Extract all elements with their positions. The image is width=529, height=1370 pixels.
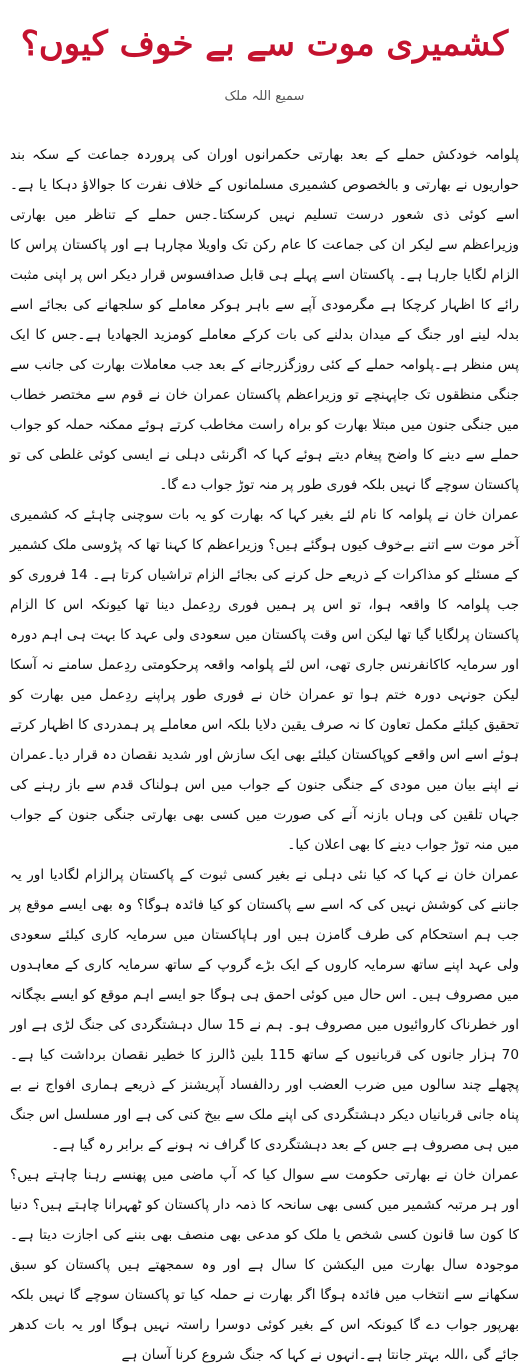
article-paragraph: عمران خان نے کہا کہ کیا نئی دہلی نے بغیر کسی ثبوت کے پاکستان پرالزام لگادیا اور یہ جاننے کی کوشش نہیں کی کہ اسے سے پاکستان کو کیا فائدہ ہوگا؟ وہ بھی ایسے موقع پر جب ہم استحکام کی طرف گامزن ہیں اور ہاپاکستان میں سرمایہ کاری کیلئے سعودی ولی عہد اپنے ساتھ سرمایہ کاروں کے ایک بڑے گروپ کے ساتھ سرمایہ کاری کے معاہدوں میں مصروف ہیں۔ اس حال میں کوئی احمق ہی ہوگا جو ایسے اہم موقع کو ایسے بچگانہ اور خطرناک کاروائیوں میں مصروف ہو۔ ہم نے 15 سال دہشتگردی کی جنگ لڑی ہے اور 70 ہزار جانوں کی قربانیوں کے ساتھ 115 بلین ڈالرز کا خطیر نقصان برداشت کیا ہے۔ پچھلے چند سالوں میں ضرب العضب اور ردالفساد آپریشنز کے ذریعے ہماری افواج نے بے پناہ جانی قربانیاں دیکر دہشتگردی کی اپنے ملک سے بیخ کنی کی ہے اور مسلسل اس جنگ میں ہی مصروف ہے جس کے بعد دہشتگردی کا گراف نہ ہونے کے برابر رہ گیا ہے۔ bbox=[10, 867, 520, 1153]
article-paragraph: عمران خان نے بھارتی حکومت سے سوال کیا کہ آپ ماضی میں پھنسے رہنا چاہتے ہیں؟ اور ہر مرتبہ کشمیر میں کسی بھی سانحہ کا ذمہ دار پاکستان کو ٹھہرانا چاہتے ہیں؟ دنیا کا کون سا قانون کسی شخص یا ملک کو مدعی بھی منصف بھی بننے کی اجازت دیتا ہے۔ موجودہ سال بھارت میں الیکشن کا سال ہے اور وہ سمجھتے ہیں پاکستان کو سبق سکھانے سے انتخاب میں فائدہ ہوگا اگر بھارت نے حملہ کیا تو پاکستان سوچے گا نہیں بلکہ بھرپور جواب دے گا کیونکہ اس کے بغیر کوئی دوسرا راستہ نہیں ہوگا اور یہ بات کدھر جائے گی ،اللہ بہتر جانتا ہے۔انہوں نے کہا کہ جنگ شروع کرنا آسان ہے bbox=[10, 1167, 519, 1363]
article-paragraph: عمران خان نے پلوامہ کا نام لئے بغیر کہا کہ بھارت کو یہ بات سوچنی چاہئے کہ کشمیری آخر موت سے اتنے بےخوف کیوں ہوگئے ہیں؟ وزیراعظم کا کہنا تھا کہ پڑوسی ملک کشمیر کے مسئلے کو مذاکرات کے ذریعے حل کرنے کی بجائے الزام تراشیاں کرتا ہے۔ 14 فروری کو جب پلوامہ کا واقعہ ہوا، تو اس پر ہمیں فوری ردِعمل دینا تھا کیونکہ اس کا الزام پاکستان پرلگایا گیا تھا لیکن اس وقت پاکستان میں سعودی ولی عہد کا بہت ہی اہم دورہ اور سرمایہ کاکانفرنس جاری تھی، اس لئے پلوامہ واقعہ پرحکومتی ردِعمل سامنے نہ آسکا لیکن جونہی دورہ ختم ہوا تو عمران خان نے فوری طور پراپنے ردِعمل میں بھارت کو تحقیق کیلئے مکمل تعاون کا نہ صرف یقین دلایا بلکہ اس معاملے پر ہمدردی کا اظہار کرتے ہوئے اسے اس واقعے کوپاکستان کیلئے بھی ایک سازش اور شدید نقصان دہ قرار دیا۔عمران نے اپنے بیان میں مودی کے جنگی جنون کے جواب میں اس ہولناک قدم سے باز رہنے کی جہاں تلقین کی وہاں بازنہ آنے کی صورت میں کسی بھی بھارتی جنگی جنون کے جواب میں منہ توڑ جواب دینے کا بھی اعلان کیا۔ bbox=[10, 507, 519, 853]
article-body bbox=[10, 140, 520, 1363]
article-paragraph: پلوامہ خودکش حملے کے بعد بھارتی حکمرانوں اوران کی پروردہ جماعت کے سکہ بند حواریوں نے بھارتی و بالخصوص کشمیری مسلمانوں کے خلاف نفرت کا جوالاؤ دہکا یا ہے۔ اسے کوئی ذی شعور درست تسلیم نہیں کرسکتا۔جس حملے کے تناظر میں بھارتی وزیراعظم سے لیکر ان کی جماعت کا عام رکن تک واویلا مچارہا ہے اور پاکستان پراس کا الزام لگایا جارہا ہے۔ پاکستان اسے پہلے ہی قابل صدافسوس قرار دیکر اس پر اپنی مثبت رائے کا اظہار کرچکا ہے مگرمودی آپے سے باہر ہوکر معاملے کو سلجھانے کی بجائے اسے بدلہ لینے اور جنگ کے میدان بدلنے کی بات کرکے معاملے کومزید الجھادیا ہے۔جس کا ایک پس منظر ہے۔پلوامہ حملے کے کئی روزگزرجانے کے بعد جب معاملات بھارت کی جانب سے جنگی منظقوں تک جاپہنچے تو وزیراعظم پاکستان عمران خان نے قوم سے مختصر خطاب میں جنگی جنون میں مبتلا بھارت کو براہ راست مخاطب کرتے ہوئے ممکنہ حملہ کو جواب حملے سے دینے کا واضح پیغام دیتے ہوئے کہا کہ اگرنئی دہلی نے ایسی کوئی غلطی کی تو پاکستان سوچے گا نہیں بلکہ فوری طور پر منہ توڑ جواب دے گا۔ bbox=[10, 147, 519, 493]
author-byline: سمیع اللہ ملک bbox=[224, 89, 305, 104]
article-title: کشمیری موت سے بے خوف کیوں؟ bbox=[20, 24, 509, 64]
